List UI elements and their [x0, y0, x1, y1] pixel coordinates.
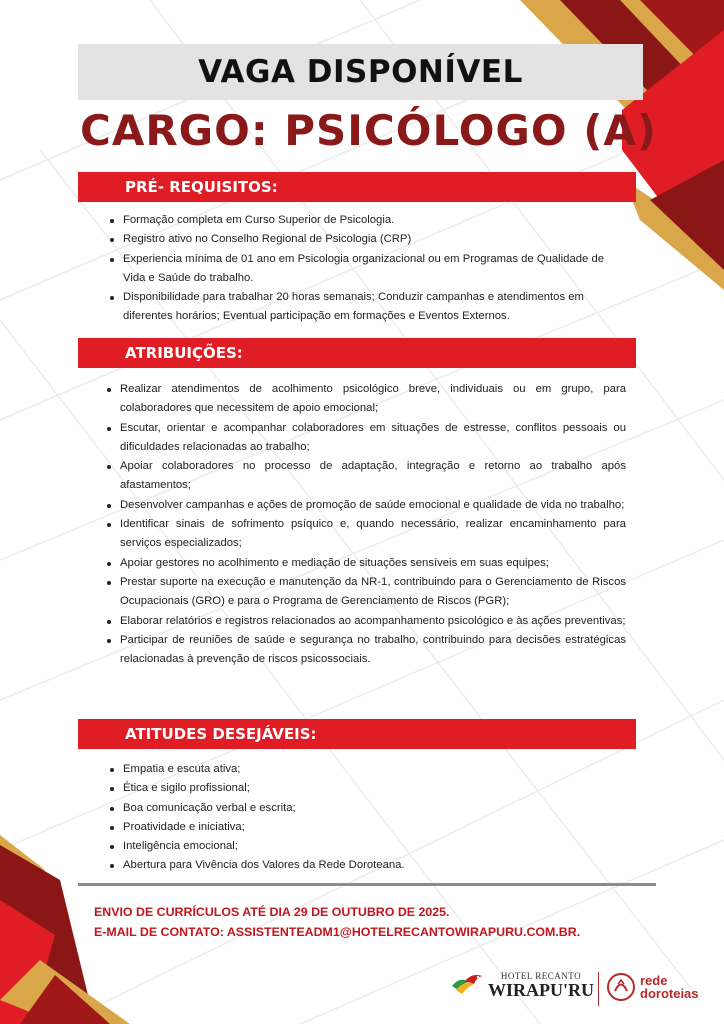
contact-email: E-MAIL DE CONTATO: ASSISTENTEADM1@HOTELRECANTOWIRAPURU.COM.BR. [94, 925, 581, 939]
section-header-requisitos [78, 172, 636, 202]
list-item: Elaborar relatórios e registros relacionados ao acompanhamento psicológico e às ações preventivas; [104, 612, 626, 631]
rede-emblem-icon [606, 972, 636, 1002]
list-item: Disponibilidade para trabalhar 20 horas semanais; Conduzir campanhas e atendimentos em diferentes horários; Eventual participação em formações e Eventos Externos. [107, 288, 609, 327]
list-item: Desenvolver campanhas e ações de promoção de saúde emocional e qualidade de vida no trabalho; [104, 496, 626, 515]
list-item: Apoiar colaboradores no processo de adaptação, integração e retorno ao trabalho após afastamentos; [104, 457, 626, 496]
footer-divider [78, 883, 656, 886]
title-band [78, 44, 643, 100]
job-position-title: CARGO: PSICÓLOGO (A) [80, 106, 658, 155]
page-title: VAGA DISPONÍVEL [198, 54, 523, 90]
list-item: Proatividade e iniciativa; [107, 818, 587, 837]
list-item: Boa comunicação verbal e escrita; [107, 799, 587, 818]
rede-logo-line1: rede [640, 973, 668, 988]
list-item: Identificar sinais de sofrimento psíquico e, quando necessário, realizar encaminhamento para serviços especializados; [104, 515, 626, 554]
list-item: Apoiar gestores no acolhimento e mediação de situações sensíveis em suas equipes; [104, 554, 626, 573]
list-item: Experiencia mínima de 01 ano em Psicologia organizacional ou em Programas de Qualidade de Vida e Saúde do trabalho. [107, 250, 609, 289]
bird-icon [450, 970, 484, 1000]
section-header-atribuicoes [78, 338, 636, 368]
hotel-logo-name: WIRAPU'RU [488, 980, 594, 1000]
rede-logo-line2: doroteias [640, 986, 699, 1001]
rede-doroteias-logo [606, 972, 699, 1002]
section-heading: ATITUDES DESEJÁVEIS: [125, 725, 317, 743]
list-item: Ética e sigilo profissional; [107, 779, 587, 798]
list-item: Empatia e escuta ativa; [107, 760, 587, 779]
list-item: Participar de reuniões de saúde e segurança no trabalho, contribuindo para decisões estratégicas relacionadas à prevenção de riscos psicossociais. [104, 631, 626, 670]
list-item: Escutar, orientar e acompanhar colaboradores em situações de estresse, conflitos pessoais ou dificuldades relacionadas ao trabalho; [104, 419, 626, 458]
footer-logos [450, 968, 710, 1014]
logo-separator [598, 972, 599, 1006]
hotel-logo [450, 970, 594, 1000]
section-heading: ATRIBUIÇÕES: [125, 344, 243, 362]
atitudes-list [107, 760, 587, 876]
deadline-text: ENVIO DE CURRÍCULOS ATÉ DIA 29 DE OUTUBRO DE 2025. [94, 905, 450, 919]
list-item: Prestar suporte na execução e manutenção da NR-1, contribuindo para o Gerenciamento de Riscos Ocupacionais (GRO) e para o Programa de Gerenciamento de Riscos (PGR); [104, 573, 626, 612]
section-heading: PRÉ- REQUISITOS: [125, 178, 278, 196]
hotel-logo-caption: HOTEL RECANTO [500, 971, 582, 981]
list-item: Realizar atendimentos de acolhimento psicológico breve, individuais ou em grupo, para colaboradores que necessitem de apoio emocional; [104, 380, 626, 419]
list-item: Inteligência emocional; [107, 837, 587, 856]
atribuicoes-list [104, 380, 626, 669]
list-item: Registro ativo no Conselho Regional de Psicologia (CRP) [107, 230, 609, 249]
section-header-atitudes [78, 719, 636, 749]
list-item: Abertura para Vivência dos Valores da Rede Doroteana. [107, 856, 587, 875]
list-item: Formação completa em Curso Superior de Psicologia. [107, 211, 609, 230]
requisitos-list [107, 211, 609, 327]
